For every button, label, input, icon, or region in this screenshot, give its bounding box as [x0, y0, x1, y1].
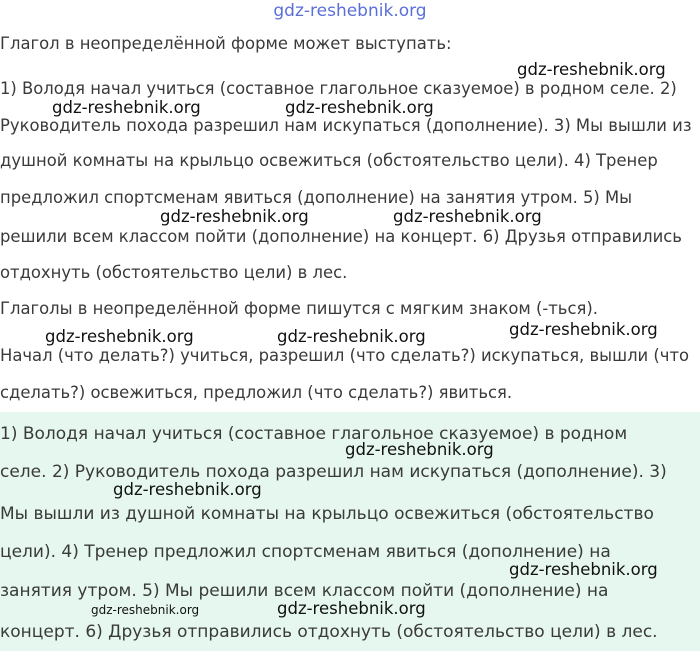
header-watermark: gdz-reshebnik.org — [273, 1, 427, 21]
watermark-text: gdz-reshebnik.org — [509, 560, 658, 579]
text-line: Руководитель похода разрешил нам искупаться (дополнение). 3) Мы вышли из — [0, 116, 692, 135]
text-line: Мы вышли из душной комнаты на крыльцо освежиться (обстоятельство — [0, 504, 654, 524]
watermark-text: gdz-reshebnik.org — [277, 327, 426, 346]
watermark-text: gdz-reshebnik.org — [517, 60, 666, 79]
text-line: концерт. 6) Друзья отправились отдохнуть (обстоятельство цели) в лес. — [0, 622, 658, 642]
text-line: цели). 4) Тренер предложил спортсменам явиться (дополнение) на — [0, 542, 611, 562]
text-line: отдохнуть (обстоятельство цели) в лес. — [0, 263, 348, 282]
text-line: 1) Володя начал учиться (составное глагольное сказуемое) в родном селе. 2) — [0, 79, 677, 98]
watermark-text: gdz-reshebnik.org — [113, 480, 262, 499]
watermark-text: gdz-reshebnik.org — [277, 599, 426, 618]
watermark-text: gdz-reshebnik.org — [285, 98, 434, 117]
watermark-text: gdz-reshebnik.org — [160, 207, 309, 226]
text-line: решили всем классом пойти (дополнение) на концерт. 6) Друзья отправились — [0, 227, 682, 246]
text-line: предложил спортсменам явиться (дополнение) на занятия утром. 5) Мы — [0, 188, 633, 207]
text-line: Глагол в неопределённой форме может выступать: — [0, 34, 452, 53]
watermark-text: gdz-reshebnik.org — [91, 603, 200, 617]
text-line: занятия утром. 5) Мы решили всем классом пойти (дополнение) на — [0, 581, 609, 601]
watermark-text: gdz-reshebnik.org — [345, 440, 494, 459]
watermark-text: gdz-reshebnik.org — [393, 207, 542, 226]
text-line: селе. 2) Руководитель похода разрешил нам искупаться (дополнение). 3) — [0, 462, 667, 482]
text-line: 1) Володя начал учиться (составное глагольное сказуемое) в родном — [0, 424, 628, 444]
watermark-text: gdz-reshebnik.org — [45, 327, 194, 346]
watermark-text: gdz-reshebnik.org — [52, 98, 201, 117]
text-line: душной комнаты на крыльцо освежиться (обстоятельство цели). 4) Тренер — [0, 151, 658, 170]
text-line: Начал (что делать?) учиться, разрешил (что сделать?) искупаться, вышли (что — [0, 346, 690, 365]
text-line: сделать?) освежиться, предложил (что сделать?) явиться. — [0, 383, 513, 402]
watermark-text: gdz-reshebnik.org — [509, 320, 658, 339]
text-line: Глаголы в неопределённой форме пишутся с мягким знаком (-ться). — [0, 299, 598, 318]
